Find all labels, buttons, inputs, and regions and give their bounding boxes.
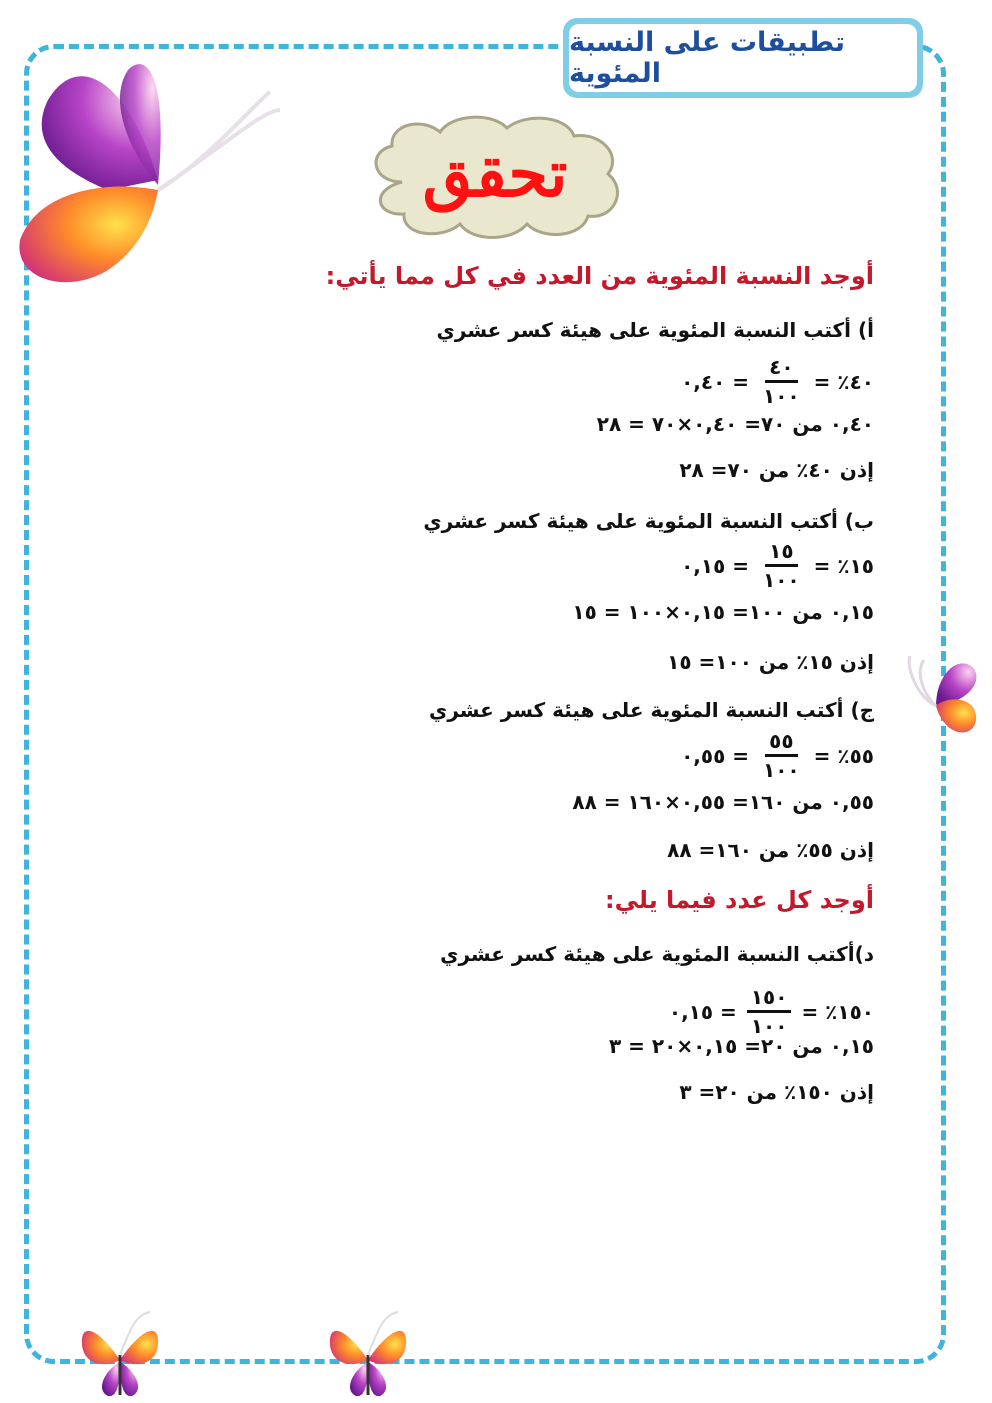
part-c-lhs: ٥٥٪ = [813,743,874,768]
part-a-calculation: ٠,٤٠ من ٧٠= ٠,٤٠×٧٠ = ٢٨ [596,412,874,436]
part-c-denominator: ١٠٠ [763,758,800,782]
part-d-rhs: = ٠,١٥ [668,999,737,1024]
part-b-fraction [759,540,804,591]
part-d-lhs: ١٥٠٪ = [801,999,874,1024]
part-c-rhs: = ٠,٥٥ [681,743,750,768]
section2-heading: أوجد كل عدد فيما يلي: [605,886,874,914]
part-b-prompt: ب) أكتب النسبة المئوية على هيئة كسر عشري [423,509,874,533]
part-d-fraction [747,986,792,1037]
part-b-rhs: = ٠,١٥ [681,553,750,578]
part-b-result: إذن ١٥٪ من ١٠٠= ١٥ [667,650,874,674]
check-badge: تحقق [422,137,568,212]
part-b-calculation: ٠,١٥ من ١٠٠= ٠,١٥×١٠٠ = ١٥ [572,600,874,624]
part-c-prompt: ج) أكتب النسبة المئوية على هيئة كسر عشري [429,698,874,722]
part-d-fraction-equation [669,986,874,1037]
part-b-lhs: ١٥٪ = [813,553,874,578]
part-a-rhs: = ٠,٤٠ [681,369,750,394]
part-a-denominator: ١٠٠ [763,384,800,408]
part-d-numerator: ١٥٠ [747,986,792,1013]
part-a-lhs: ٤٠٪ = [813,369,874,394]
part-d-denominator: ١٠٠ [750,1014,788,1038]
part-a-fraction-equation [681,356,874,407]
part-d-result: إذن ١٥٠٪ من ٢٠= ٣ [679,1080,874,1104]
section1-heading: أوجد النسبة المئوية من العدد في كل مما يأتي: [325,262,874,290]
part-b-denominator: ١٠٠ [763,568,800,592]
part-a-result: إذن ٤٠٪ من ٧٠= ٢٨ [679,458,874,482]
part-d-prompt: د)أكتب النسبة المئوية على هيئة كسر عشري [440,942,874,966]
butterfly-large-icon [8,40,288,300]
part-c-fraction [759,730,804,781]
part-c-result: إذن ٥٥٪ من ١٦٠= ٨٨ [667,838,874,862]
part-c-calculation: ٠,٥٥ من ١٦٠= ٠,٥٥×١٦٠ = ٨٨ [572,790,874,814]
butterfly-bottom-left-icon [70,1300,170,1400]
part-a-numerator: ٤٠ [765,356,797,383]
content-area [300,0,874,1403]
part-d-calculation: ٠,١٥ من ٢٠= ٠,١٥×٢٠ = ٣ [609,1034,874,1058]
page-title: تطبيقات على النسبة المئوية [569,24,917,92]
butterfly-right-icon [896,646,984,746]
part-c-fraction-equation [681,730,874,781]
part-b-numerator: ١٥ [765,540,797,567]
part-c-numerator: ٥٥ [765,730,797,757]
part-a-prompt: أ) أكتب النسبة المئوية على هيئة كسر عشري [436,318,874,342]
part-b-fraction-equation [681,540,874,591]
part-a-fraction [759,356,804,407]
